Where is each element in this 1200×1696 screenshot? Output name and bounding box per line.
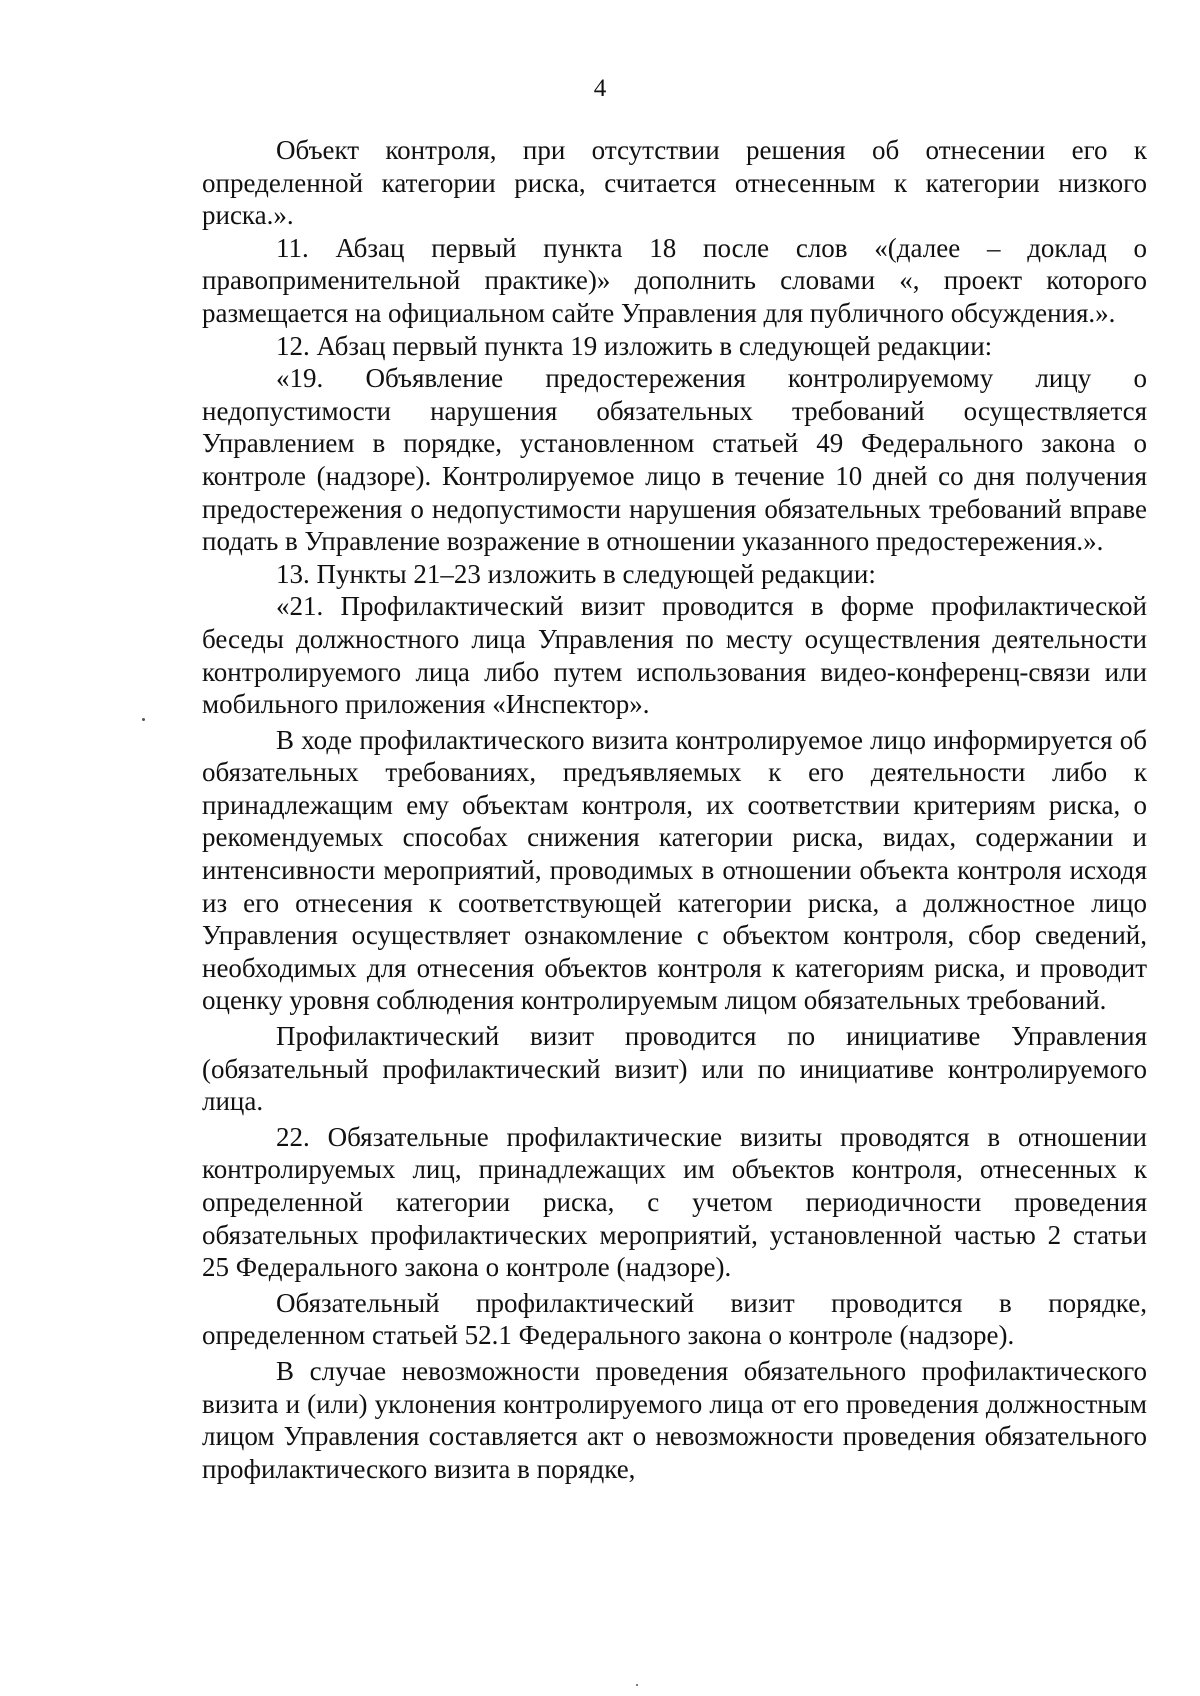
paragraph-visit-impossibility: В случае невозможности проведения обязательного профилактического визита и (или) уклонения контролируемого лица от его проведения должностным лицом Управления составляется акт о невозможности проведения обязательного профилактического визита в порядке, bbox=[202, 1355, 1147, 1484]
paragraph-risk-category-end: Объект контроля, при отсутствии решения об отнесении его к определенной категории риска, считается отнесенным к категории низкого риска.». bbox=[202, 135, 1147, 231]
paragraph-item-13: 13. Пункты 21–23 изложить в следующей редакции: bbox=[276, 558, 876, 589]
paragraph-item-12: 12. Абзац первый пункта 19 изложить в следующей редакции: bbox=[276, 330, 993, 361]
paragraph-item-21: «21. Профилактический визит проводится в форме профилактической беседы должностного лица Управления по месту осуществления деятельности контролируемого лица либо путем использования видео-конференц-связи или мобильного приложения «Инспектор». bbox=[202, 591, 1147, 720]
page-number: 4 bbox=[593, 75, 607, 102]
paragraph-item-19: «19. Объявление предостережения контролируемому лицу о недопустимости нарушения обязательных требований осуществляется Управлением в порядке, установленном статьей 49 Федерального закона о контроле (надзоре). Контролируемое лицо в течение 10 дней со дня получения предостережения о недопустимости нарушения обязательных требований вправе подать в Управление возражение в отношении указанного предостережения.». bbox=[202, 363, 1147, 557]
scan-speck bbox=[636, 1684, 638, 1686]
paragraph-item-11: 11. Абзац первый пункта 18 после слов «(далее – доклад о правоприменительной практике)» дополнить словами «, проект которого размещается на официальном сайте Управления для публичного обсуждения.». bbox=[202, 232, 1147, 328]
paragraph-visit-information: В ходе профилактического визита контролируемое лицо информируется об обязательных требованиях, предъявляемых к его деятельности либо к принадлежащим ему объектам контроля, их соответствии критериям риска, о рекомендуемых способах снижения категории риска, видах, содержании и интенсивности мероприятий, проводимых в отношении объекта контроля исходя из его отнесения к соответствующей категории риска, а должностное лицо Управления осуществляет ознакомление с объектом контроля, сбор сведений, необходимых для отнесения объектов контроля к категориям риска, и проводит оценку уровня соблюдения контролируемым лицом обязательных требований. bbox=[202, 724, 1147, 1016]
document-body bbox=[202, 134, 1147, 1485]
paragraph-item-22: 22. Обязательные профилактические визиты проводятся в отношении контролируемых лиц, принадлежащих им объектов контроля, отнесенных к определенной категории риска, с учетом периодичности проведения обязательных профилактических мероприятий, установленной частью 2 статьи 25 Федерального закона о контроле (надзоре). bbox=[202, 1121, 1147, 1283]
scan-speck bbox=[142, 718, 145, 721]
paragraph-mandatory-visit-order: Обязательный профилактический визит проводится в порядке, определенном статьей 52.1 Федерального закона о контроле (надзоре). bbox=[202, 1287, 1147, 1351]
paragraph-visit-initiative: Профилактический визит проводится по инициативе Управления (обязательный профилактический визит) или по инициативе контролируемого лица. bbox=[202, 1021, 1147, 1117]
